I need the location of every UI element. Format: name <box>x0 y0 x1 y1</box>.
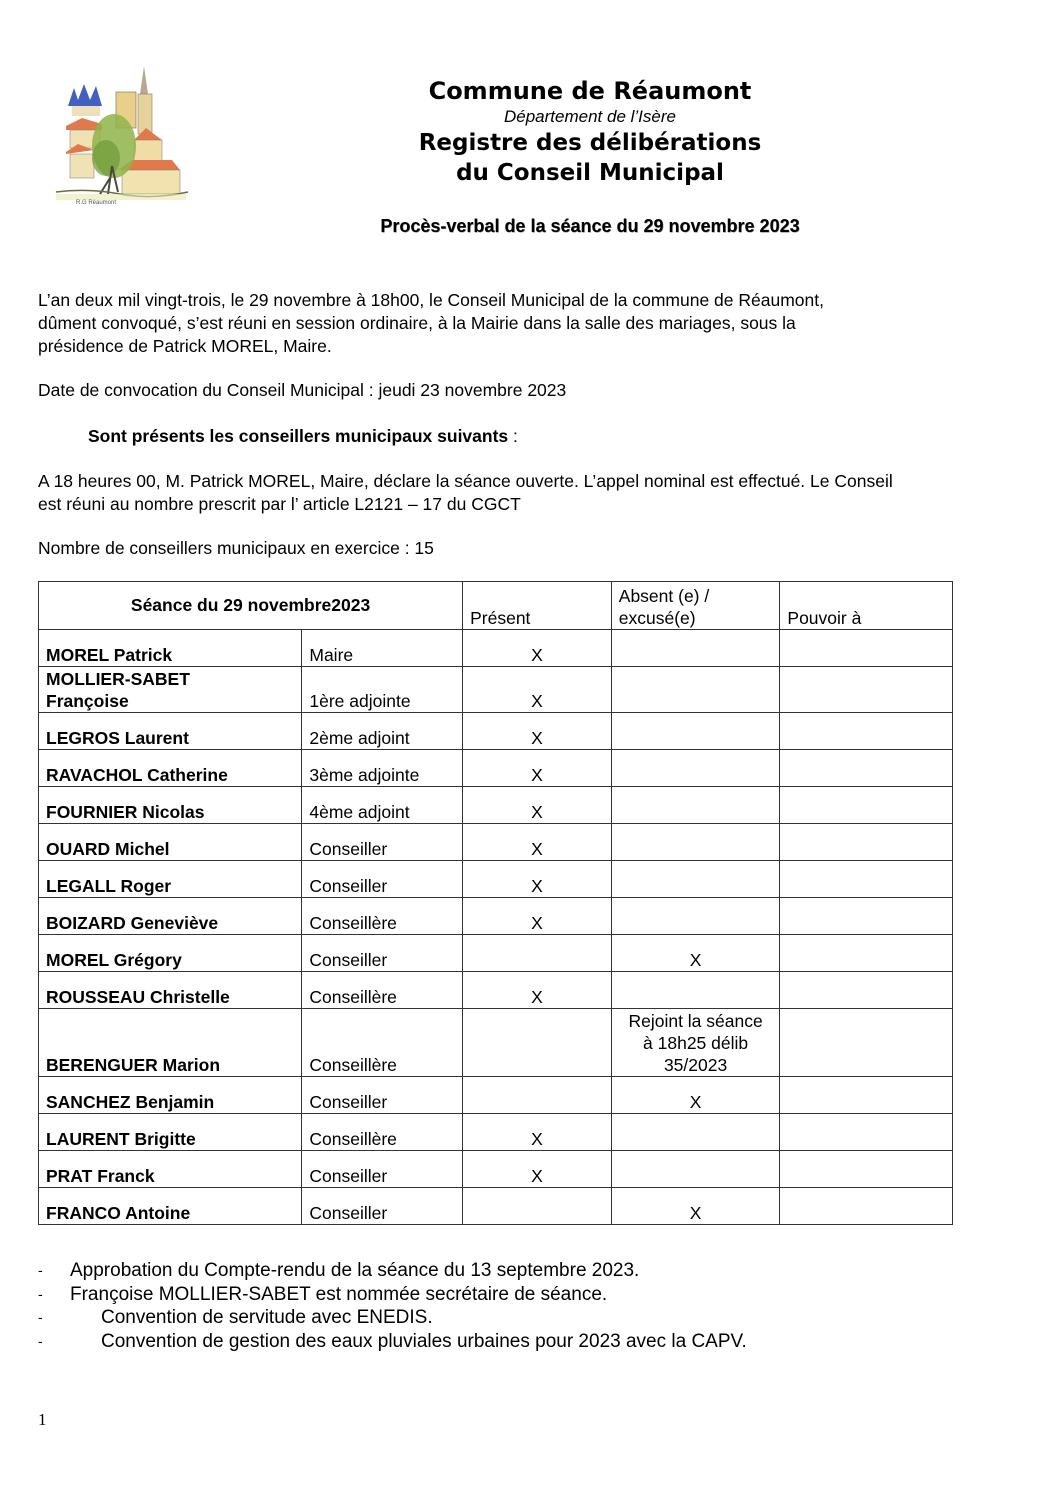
proxy-cell <box>780 1077 953 1114</box>
table-row <box>39 935 953 972</box>
absent-mark <box>611 750 780 787</box>
header-proxy: Pouvoir à <box>780 582 953 630</box>
minutes-title: Procès-verbal de la séance du 29 novembre 2023 <box>380 216 800 236</box>
councillor-role: Conseiller <box>302 1077 463 1114</box>
present-mark <box>463 1077 612 1114</box>
absent-mark: X <box>611 1077 780 1114</box>
absent-note <box>611 1009 780 1077</box>
proxy-cell <box>780 630 953 667</box>
document-header <box>330 76 850 188</box>
table-row <box>39 630 953 667</box>
councillor-role: Conseiller <box>302 935 463 972</box>
proxy-cell <box>780 1151 953 1188</box>
proxy-cell <box>780 667 953 713</box>
table-row <box>39 750 953 787</box>
agenda-item-text: Convention de gestion des eaux pluviales urbaines pour 2023 avec la CAPV. <box>101 1330 747 1352</box>
bullet-dash-icon: - <box>38 1332 43 1349</box>
councillor-role: Conseiller <box>302 1188 463 1225</box>
present-mark <box>463 935 612 972</box>
agenda-list <box>38 1259 747 1353</box>
absent-note-line3: 35/2023 <box>663 1055 728 1075</box>
presents-heading-colon: : <box>508 426 518 446</box>
councillor-name: BOIZARD Geneviève <box>39 898 302 935</box>
header-absent <box>611 582 780 630</box>
councillor-name: LEGALL Roger <box>39 861 302 898</box>
table-row <box>39 898 953 935</box>
councillor-role: 3ème adjointe <box>302 750 463 787</box>
table-row <box>39 713 953 750</box>
councillor-role: Conseiller <box>302 1151 463 1188</box>
intro-line: L’an deux mil vingt-trois, le 29 novembre à 18h00, le Conseil Municipal de la commune de Réaumont, <box>38 290 824 310</box>
absent-mark <box>611 898 780 935</box>
agenda-item-text: Convention de servitude avec ENEDIS. <box>101 1307 433 1328</box>
table-row <box>39 667 953 713</box>
councillor-role: Conseillère <box>302 1009 463 1077</box>
commune-name: Commune de Réaumont <box>428 77 752 105</box>
bullet-dash-icon: - <box>38 1309 43 1325</box>
absent-mark: X <box>611 1188 780 1225</box>
absent-mark <box>611 1114 780 1151</box>
table-header-row <box>39 582 953 630</box>
opening-line: est réuni au nombre prescrit par l’ article L2121 – 17 du CGCT <box>38 494 521 514</box>
proxy-cell <box>780 824 953 861</box>
councillor-name: MOREL Patrick <box>39 630 302 667</box>
absent-note-line2: à 18h25 délib <box>643 1033 749 1053</box>
table-row <box>39 1151 953 1188</box>
present-mark <box>463 1188 612 1225</box>
councillor-role: Maire <box>302 630 463 667</box>
proxy-cell <box>780 1188 953 1225</box>
intro-line: dûment convoqué, s’est réuni en session ordinaire, à la Mairie dans la salle des mariages, sous la <box>38 313 796 333</box>
councillor-role: 1ère adjointe <box>302 667 463 713</box>
table-row <box>39 1077 953 1114</box>
councillor-name: OUARD Michel <box>39 824 302 861</box>
agenda-item <box>38 1306 747 1330</box>
svg-text:R.G Réaumont: R.G Réaumont <box>76 200 117 206</box>
attendance-table <box>38 581 953 1225</box>
absent-mark <box>611 787 780 824</box>
councillor-role: 4ème adjoint <box>302 787 463 824</box>
table-row <box>39 861 953 898</box>
table-row <box>39 972 953 1009</box>
councillor-role: Conseillère <box>302 1114 463 1151</box>
agenda-item <box>38 1259 747 1283</box>
present-mark: X <box>463 630 612 667</box>
councillor-name: ROUSSEAU Christelle <box>39 972 302 1009</box>
presents-heading <box>88 425 1008 448</box>
councillor-name: RAVACHOL Catherine <box>39 750 302 787</box>
agenda-item-text: Approbation du Compte-rendu de la séance du 13 septembre 2023. <box>70 1260 640 1281</box>
intro-paragraph <box>38 289 958 358</box>
proxy-cell <box>780 713 953 750</box>
councillor-name: LEGROS Laurent <box>39 713 302 750</box>
councillor-role: 2ème adjoint <box>302 713 463 750</box>
present-mark: X <box>463 898 612 935</box>
proxy-cell <box>780 750 953 787</box>
councillor-name: SANCHEZ Benjamin <box>39 1077 302 1114</box>
table-row <box>39 1188 953 1225</box>
header-session: Séance du 29 novembre2023 <box>39 582 463 630</box>
councillor-name-line2: Françoise <box>46 691 129 711</box>
page-number: 1 <box>38 1410 47 1429</box>
header-present: Présent <box>463 582 612 630</box>
presents-heading-text: Sont présents les conseillers municipaux suivants <box>88 426 509 446</box>
absent-mark <box>611 824 780 861</box>
present-mark: X <box>463 667 612 713</box>
header-absent-line2: excusé(e) <box>618 608 696 628</box>
agenda-item <box>38 1330 747 1354</box>
department-name: Département de l’Isère <box>504 107 676 126</box>
proxy-cell <box>780 935 953 972</box>
councillor-role: Conseillère <box>302 898 463 935</box>
absent-mark <box>611 861 780 898</box>
absent-mark: X <box>611 935 780 972</box>
header-absent-line1: Absent (e) / <box>618 586 710 606</box>
opening-paragraph <box>38 470 1003 516</box>
convocation-date: Date de convocation du Conseil Municipal : jeudi 23 novembre 2023 <box>38 380 567 400</box>
absent-mark <box>611 667 780 713</box>
councillor-name-line1: MOLLIER-SABET <box>46 669 190 689</box>
present-mark <box>463 1009 612 1077</box>
councillor-role: Conseillère <box>302 972 463 1009</box>
present-mark: X <box>463 713 612 750</box>
councillor-name <box>39 667 302 713</box>
councillor-role: Conseiller <box>302 861 463 898</box>
present-mark: X <box>463 750 612 787</box>
present-mark: X <box>463 824 612 861</box>
intro-line: présidence de Patrick MOREL, Maire. <box>38 336 332 356</box>
table-row <box>39 1009 953 1077</box>
table-row <box>39 787 953 824</box>
councillor-name: FRANCO Antoine <box>39 1188 302 1225</box>
table-row <box>39 824 953 861</box>
present-mark: X <box>463 972 612 1009</box>
register-title-line2: du Conseil Municipal <box>456 160 724 186</box>
present-mark: X <box>463 1114 612 1151</box>
opening-line: A 18 heures 00, M. Patrick MOREL, Maire, déclare la séance ouverte. L’appel nominal est effectué. Le Conseil <box>38 471 893 491</box>
councillor-name: LAURENT Brigitte <box>39 1114 302 1151</box>
proxy-cell <box>780 861 953 898</box>
absent-mark <box>611 630 780 667</box>
present-mark: X <box>463 1151 612 1188</box>
absent-mark <box>611 713 780 750</box>
agenda-item <box>38 1283 747 1307</box>
table-row <box>39 1114 953 1151</box>
proxy-cell <box>780 787 953 824</box>
councillor-name: PRAT Franck <box>39 1151 302 1188</box>
councillor-name: FOURNIER Nicolas <box>39 787 302 824</box>
councillor-count: Nombre de conseillers municipaux en exercice : 15 <box>38 538 434 558</box>
commune-logo <box>48 66 192 206</box>
councillor-role: Conseiller <box>302 824 463 861</box>
councillor-name: BERENGUER Marion <box>39 1009 302 1077</box>
proxy-cell <box>780 1114 953 1151</box>
bullet-dash-icon: - <box>38 1262 43 1278</box>
absent-note-line1: Rejoint la séance <box>628 1011 763 1031</box>
present-mark: X <box>463 787 612 824</box>
proxy-cell <box>780 898 953 935</box>
councillor-name: MOREL Grégory <box>39 935 302 972</box>
village-watercolor-logo-icon <box>48 66 192 206</box>
agenda-item-text: Françoise MOLLIER-SABET est nommée secrétaire de séance. <box>70 1283 608 1305</box>
proxy-cell <box>780 1009 953 1077</box>
absent-mark <box>611 1151 780 1188</box>
proxy-cell <box>780 972 953 1009</box>
absent-mark <box>611 972 780 1009</box>
present-mark: X <box>463 861 612 898</box>
bullet-dash-icon: - <box>38 1285 43 1302</box>
register-title-line1: Registre des délibérations <box>418 130 762 156</box>
